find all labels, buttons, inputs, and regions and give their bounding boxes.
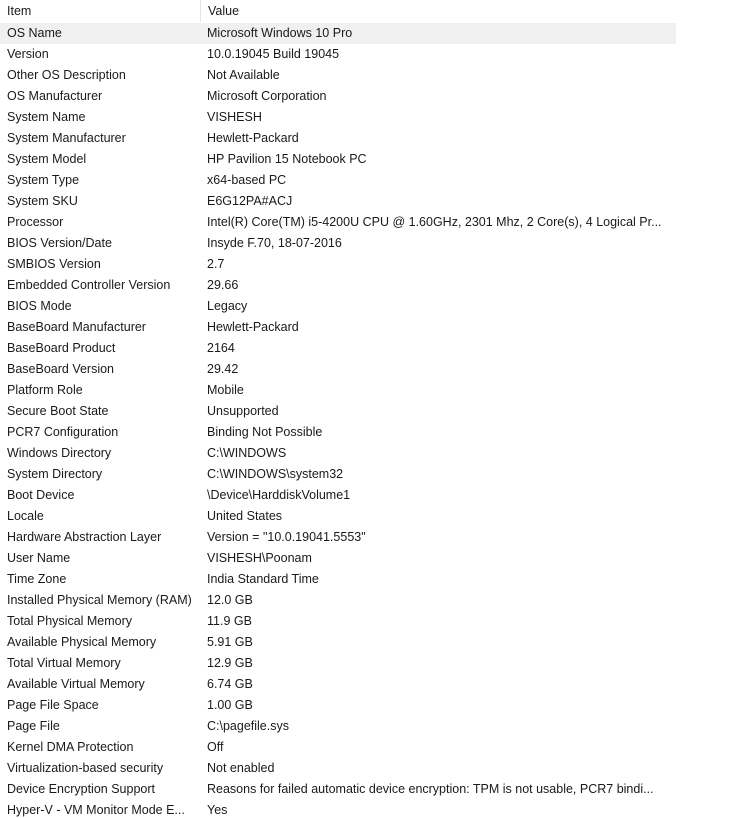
row-item-value: x64-based PC bbox=[207, 173, 287, 187]
row-item-value: C:\pagefile.sys bbox=[207, 719, 289, 733]
table-row[interactable] bbox=[0, 611, 676, 632]
row-item-name: Page File bbox=[7, 719, 60, 733]
row-item-value: 1.00 GB bbox=[207, 698, 253, 712]
row-item-value: Yes bbox=[207, 803, 228, 817]
row-item-name: Other OS Description bbox=[7, 68, 126, 82]
row-item-name: BaseBoard Version bbox=[7, 362, 115, 376]
row-item-name: Locale bbox=[7, 509, 44, 523]
table-row[interactable] bbox=[0, 569, 676, 590]
row-item-value: 2164 bbox=[207, 341, 235, 355]
row-item-value: Reasons for failed automatic device encryption: TPM is not usable, PCR7 bindi... bbox=[207, 782, 654, 796]
row-item-value: India Standard Time bbox=[207, 572, 319, 586]
row-item-value: United States bbox=[207, 509, 283, 523]
table-row[interactable] bbox=[0, 716, 676, 737]
row-item-name: BIOS Version/Date bbox=[7, 236, 112, 250]
row-item-value: Not enabled bbox=[207, 761, 275, 775]
table-row[interactable] bbox=[0, 65, 676, 86]
row-item-value: HP Pavilion 15 Notebook PC bbox=[207, 152, 367, 166]
row-item-name: OS Manufacturer bbox=[7, 89, 103, 103]
table-row[interactable] bbox=[0, 296, 676, 317]
row-item-value: \Device\HarddiskVolume1 bbox=[207, 488, 351, 502]
row-item-value: Unsupported bbox=[207, 404, 279, 418]
row-item-value: Intel(R) Core(TM) i5-4200U CPU @ 1.60GHz, 2301 Mhz, 2 Core(s), 4 Logical Pr... bbox=[207, 215, 662, 229]
table-row[interactable] bbox=[0, 149, 676, 170]
row-item-value: 6.74 GB bbox=[207, 677, 253, 691]
row-item-name: BaseBoard Product bbox=[7, 341, 116, 355]
row-item-name: System Type bbox=[7, 173, 80, 187]
table-row[interactable] bbox=[0, 107, 676, 128]
table-row[interactable] bbox=[0, 44, 676, 65]
row-item-value: 12.9 GB bbox=[207, 656, 253, 670]
table-row[interactable] bbox=[0, 338, 676, 359]
table-row[interactable] bbox=[0, 86, 676, 107]
row-item-value: 10.0.19045 Build 19045 bbox=[207, 47, 340, 61]
row-item-name: PCR7 Configuration bbox=[7, 425, 119, 439]
row-item-value: 2.7 bbox=[207, 257, 225, 271]
column-header-value[interactable]: Value bbox=[200, 0, 676, 22]
row-item-value: 5.91 GB bbox=[207, 635, 253, 649]
table-row[interactable] bbox=[0, 653, 676, 674]
row-item-value: VISHESH\Poonam bbox=[207, 551, 312, 565]
row-item-name: Virtualization-based security bbox=[7, 761, 164, 775]
row-item-name: System SKU bbox=[7, 194, 78, 208]
table-row[interactable] bbox=[0, 590, 676, 611]
table-row[interactable] bbox=[0, 170, 676, 191]
table-row[interactable] bbox=[0, 23, 676, 44]
row-item-name: Boot Device bbox=[7, 488, 75, 502]
row-item-value: Binding Not Possible bbox=[207, 425, 323, 439]
row-item-name: System Directory bbox=[7, 467, 103, 481]
row-item-value: Microsoft Corporation bbox=[207, 89, 327, 103]
table-row[interactable] bbox=[0, 233, 676, 254]
table-row[interactable] bbox=[0, 506, 676, 527]
row-item-value: 29.66 bbox=[207, 278, 239, 292]
table-row[interactable] bbox=[0, 548, 676, 569]
table-row[interactable] bbox=[0, 128, 676, 149]
table-row[interactable] bbox=[0, 527, 676, 548]
row-item-name: BaseBoard Manufacturer bbox=[7, 320, 146, 334]
table-row[interactable] bbox=[0, 758, 676, 779]
table-row[interactable] bbox=[0, 632, 676, 653]
row-item-name: BIOS Mode bbox=[7, 299, 72, 313]
row-item-value: Off bbox=[207, 740, 224, 754]
row-item-name: Kernel DMA Protection bbox=[7, 740, 134, 754]
row-item-value: Microsoft Windows 10 Pro bbox=[207, 26, 353, 40]
row-item-name: Device Encryption Support bbox=[7, 782, 155, 796]
row-item-name: Total Virtual Memory bbox=[7, 656, 121, 670]
table-row[interactable] bbox=[0, 380, 676, 401]
table-row[interactable] bbox=[0, 359, 676, 380]
row-item-value: C:\WINDOWS\system32 bbox=[207, 467, 344, 481]
row-item-value: Hewlett-Packard bbox=[207, 131, 299, 145]
table-row[interactable] bbox=[0, 674, 676, 695]
row-item-name: Installed Physical Memory (RAM) bbox=[7, 593, 192, 607]
row-item-name: System Model bbox=[7, 152, 87, 166]
row-item-value: Version = "10.0.19041.5553" bbox=[207, 530, 366, 544]
row-item-value: Insyde F.70, 18-07-2016 bbox=[207, 236, 342, 250]
row-item-name: Available Physical Memory bbox=[7, 635, 157, 649]
row-item-value: Not Available bbox=[207, 68, 280, 82]
table-row[interactable] bbox=[0, 212, 676, 233]
row-item-name: OS Name bbox=[7, 26, 62, 40]
table-row[interactable] bbox=[0, 485, 676, 506]
row-item-name: System Name bbox=[7, 110, 86, 124]
row-item-value: VISHESH bbox=[207, 110, 262, 124]
row-item-name: Embedded Controller Version bbox=[7, 278, 171, 292]
table-body bbox=[0, 23, 749, 818]
table-row[interactable] bbox=[0, 800, 676, 818]
row-item-name: Time Zone bbox=[7, 572, 67, 586]
row-item-name: System Manufacturer bbox=[7, 131, 126, 145]
table-row[interactable] bbox=[0, 443, 676, 464]
table-row[interactable] bbox=[0, 191, 676, 212]
row-item-name: Available Virtual Memory bbox=[7, 677, 145, 691]
table-row[interactable] bbox=[0, 254, 676, 275]
row-item-value: Mobile bbox=[207, 383, 244, 397]
table-row[interactable] bbox=[0, 317, 676, 338]
row-item-value: C:\WINDOWS bbox=[207, 446, 287, 460]
row-item-name: Secure Boot State bbox=[7, 404, 109, 418]
table-row[interactable] bbox=[0, 464, 676, 485]
row-item-name: SMBIOS Version bbox=[7, 257, 101, 271]
table-row[interactable] bbox=[0, 737, 676, 758]
column-header-item[interactable]: Item bbox=[7, 4, 32, 18]
row-item-name: Hyper-V - VM Monitor Mode E... bbox=[7, 803, 185, 817]
row-item-value: E6G12PA#ACJ bbox=[207, 194, 293, 208]
row-item-value: 11.9 GB bbox=[207, 614, 252, 628]
row-item-name: Processor bbox=[7, 215, 64, 229]
row-item-name: Hardware Abstraction Layer bbox=[7, 530, 162, 544]
row-item-name: Windows Directory bbox=[7, 446, 112, 460]
table-row[interactable] bbox=[0, 275, 676, 296]
table-row[interactable] bbox=[0, 401, 676, 422]
table-row[interactable] bbox=[0, 779, 676, 800]
row-item-name: Page File Space bbox=[7, 698, 99, 712]
row-item-value: Hewlett-Packard bbox=[207, 320, 299, 334]
table-header bbox=[0, 0, 676, 22]
row-item-name: Total Physical Memory bbox=[7, 614, 133, 628]
row-item-value: 29.42 bbox=[207, 362, 239, 376]
table-row[interactable] bbox=[0, 422, 676, 443]
row-item-value: 12.0 GB bbox=[207, 593, 253, 607]
table-row[interactable] bbox=[0, 695, 676, 716]
row-item-value: Legacy bbox=[207, 299, 248, 313]
row-item-name: Version bbox=[7, 47, 49, 61]
row-item-name: Platform Role bbox=[7, 383, 83, 397]
row-item-name: User Name bbox=[7, 551, 71, 565]
